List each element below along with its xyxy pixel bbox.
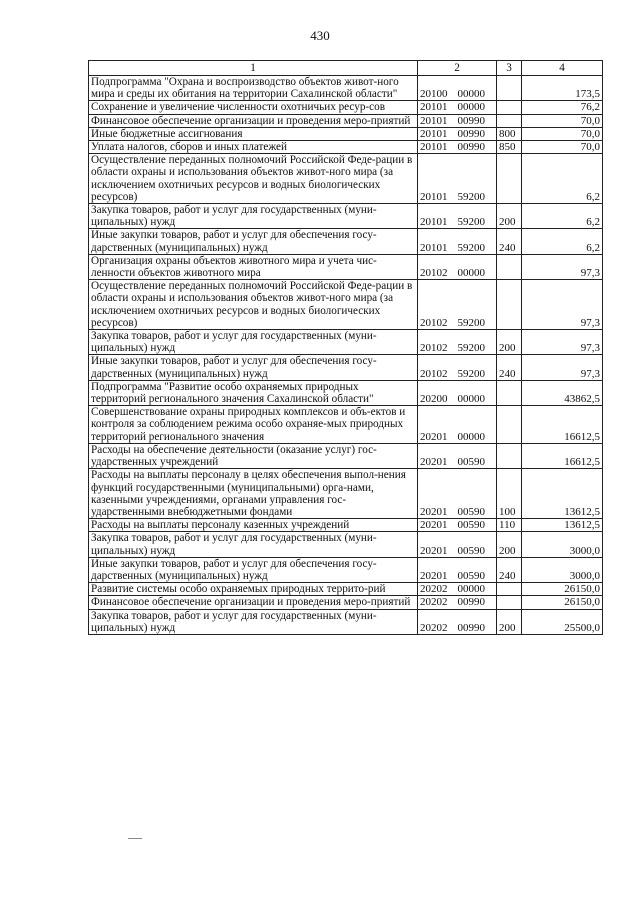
table-header-row [89, 61, 603, 76]
column-header-name: 1 [89, 61, 418, 76]
row-code [418, 443, 497, 468]
row-code-program: 20101 [420, 127, 448, 140]
row-code-direction: 59200 [457, 190, 485, 203]
row-name: Иные закупки товаров, работ и услуг для обеспечения госу-дарственных (муниципальных) нужд [89, 229, 418, 254]
row-code-program: 20101 [420, 101, 448, 114]
row-sum: 25500,0 [522, 609, 603, 634]
row-name: Расходы на обеспечение деятельности (оказание услуг) гос-ударственных учреждений [89, 443, 418, 468]
row-code-program: 20102 [420, 267, 448, 280]
row-expense-type: 240 [497, 557, 522, 582]
row-expense-type [497, 583, 522, 596]
row-expense-type [497, 406, 522, 444]
row-sum: 70,0 [522, 141, 603, 154]
row-sum: 26150,0 [522, 583, 603, 596]
row-code [418, 330, 497, 355]
row-code-direction: 00990 [457, 621, 485, 634]
table-row [89, 254, 603, 279]
row-code [418, 76, 497, 101]
row-expense-type [497, 443, 522, 468]
row-name: Организация охраны объектов животного мира и учета чис-ленности объектов животного мира [89, 254, 418, 279]
row-expense-type: 240 [497, 229, 522, 254]
table-row [89, 280, 603, 330]
row-code [418, 204, 497, 229]
row-sum: 3000,0 [522, 532, 603, 557]
row-code-program: 20101 [420, 241, 448, 254]
table-row [89, 406, 603, 444]
row-name: Развитие системы особо охраняемых природных террито-рий [89, 583, 418, 596]
row-code [418, 469, 497, 519]
row-code-program: 20202 [420, 583, 448, 596]
row-code [418, 141, 497, 154]
table-row [89, 443, 603, 468]
row-code-direction: 00000 [457, 430, 485, 443]
row-code-program: 20101 [420, 114, 448, 127]
row-code-program: 20101 [420, 216, 448, 229]
row-code-program: 20201 [420, 569, 448, 582]
row-code-program: 20200 [420, 393, 448, 406]
row-code [418, 280, 497, 330]
row-expense-type: 110 [497, 519, 522, 532]
row-code-program: 20102 [420, 342, 448, 355]
row-name: Расходы на выплаты персоналу казенных учреждений [89, 519, 418, 532]
column-header-type: 3 [497, 61, 522, 76]
table-row [89, 469, 603, 519]
table-row [89, 609, 603, 634]
budget-table [88, 60, 603, 635]
row-code [418, 596, 497, 609]
row-code-direction: 00990 [457, 596, 485, 609]
row-code [418, 557, 497, 582]
row-code-direction: 00590 [457, 505, 485, 518]
row-sum: 13612,5 [522, 469, 603, 519]
table-row [89, 229, 603, 254]
row-sum: 43862,5 [522, 380, 603, 405]
row-code-program: 20101 [420, 141, 448, 154]
row-code-direction: 00990 [457, 127, 485, 140]
row-expense-type: 800 [497, 127, 522, 140]
row-code-direction: 59200 [457, 241, 485, 254]
row-expense-type [497, 596, 522, 609]
row-code-direction: 00590 [457, 519, 485, 532]
page-number: 430 [310, 28, 330, 43]
row-name: Подпрограмма "Развитие особо охраняемых природных территорий регионального значения Сахалинской области" [89, 380, 418, 405]
table-row [89, 355, 603, 380]
row-name: Финансовое обеспечение организации и проведения меро-приятий [89, 114, 418, 127]
row-name: Закупка товаров, работ и услуг для государственных (муни-ципальных) нужд [89, 330, 418, 355]
row-sum: 6,2 [522, 154, 603, 204]
row-code-program: 20201 [420, 519, 448, 532]
row-expense-type: 200 [497, 204, 522, 229]
table-row [89, 204, 603, 229]
row-name: Закупка товаров, работ и услуг для государственных (муни-ципальных) нужд [89, 609, 418, 634]
row-sum: 70,0 [522, 127, 603, 140]
table-row [89, 127, 603, 140]
table-row [89, 596, 603, 609]
row-expense-type [497, 76, 522, 101]
row-code-direction: 59200 [457, 342, 485, 355]
row-code-program: 20201 [420, 430, 448, 443]
table-row [89, 114, 603, 127]
row-code-direction: 00990 [457, 141, 485, 154]
row-expense-type: 200 [497, 609, 522, 634]
row-code [418, 229, 497, 254]
row-name: Иные закупки товаров, работ и услуг для обеспечения госу-дарственных (муниципальных) нужд [89, 557, 418, 582]
row-expense-type: 200 [497, 532, 522, 557]
row-sum: 76,2 [522, 101, 603, 114]
table-row [89, 101, 603, 114]
row-sum: 16612,5 [522, 443, 603, 468]
row-code-direction: 00000 [457, 88, 485, 101]
row-sum: 173,5 [522, 76, 603, 101]
row-sum: 16612,5 [522, 406, 603, 444]
row-sum: 6,2 [522, 204, 603, 229]
row-code-direction: 00000 [457, 267, 485, 280]
row-code [418, 127, 497, 140]
table-row [89, 519, 603, 532]
row-code-direction: 00000 [457, 101, 485, 114]
row-sum: 97,3 [522, 280, 603, 330]
row-name: Финансовое обеспечение организации и проведения меро-приятий [89, 596, 418, 609]
row-code-direction: 00590 [457, 569, 485, 582]
row-code-direction: 00000 [457, 583, 485, 596]
row-expense-type: 200 [497, 330, 522, 355]
row-sum: 70,0 [522, 114, 603, 127]
row-name: Иные закупки товаров, работ и услуг для обеспечения госу-дарственных (муниципальных) нужд [89, 355, 418, 380]
row-code-direction: 00590 [457, 544, 485, 557]
row-name: Иные бюджетные ассигнования [89, 127, 418, 140]
row-sum: 97,3 [522, 355, 603, 380]
row-sum: 3000,0 [522, 557, 603, 582]
row-code [418, 583, 497, 596]
row-code-direction: 59200 [457, 316, 485, 329]
row-code [418, 355, 497, 380]
row-code [418, 406, 497, 444]
row-name: Закупка товаров, работ и услуг для государственных (муни-ципальных) нужд [89, 532, 418, 557]
row-name: Осуществление переданных полномочий Российской Феде-рации в области охраны и использования объектов живот-ного мира (за исключением охотничьих ресурсов и водных биологических ресурсов) [89, 154, 418, 204]
row-code-direction: 00990 [457, 114, 485, 127]
row-name: Осуществление переданных полномочий Российской Феде-рации в области охраны и использования объектов живот-ного мира (за исключением охотничьих ресурсов и водных биологических ресурсов) [89, 280, 418, 330]
row-code-program: 20201 [420, 544, 448, 557]
row-code [418, 254, 497, 279]
row-expense-type: 240 [497, 355, 522, 380]
table-row [89, 154, 603, 204]
table-row [89, 583, 603, 596]
row-sum: 6,2 [522, 229, 603, 254]
row-expense-type [497, 101, 522, 114]
row-code-program: 20102 [420, 367, 448, 380]
row-expense-type: 100 [497, 469, 522, 519]
row-name: Совершенствование охраны природных комплексов и объ-ектов и контроля за соблюдением режима особо охраняе-мых природных территорий регионального значения [89, 406, 418, 444]
row-code-direction: 00000 [457, 393, 485, 406]
row-sum: 13612,5 [522, 519, 603, 532]
row-code [418, 380, 497, 405]
row-expense-type [497, 380, 522, 405]
row-expense-type [497, 254, 522, 279]
row-name: Сохранение и увеличение численности охотничьих ресур-сов [89, 101, 418, 114]
scan-mark [128, 838, 142, 839]
row-expense-type [497, 280, 522, 330]
table-row [89, 380, 603, 405]
row-code-program: 20101 [420, 190, 448, 203]
row-code [418, 154, 497, 204]
row-code [418, 519, 497, 532]
table-row [89, 76, 603, 101]
column-header-code: 2 [418, 61, 497, 76]
table-row [89, 532, 603, 557]
row-code [418, 114, 497, 127]
table-row [89, 557, 603, 582]
row-code-program: 20100 [420, 88, 448, 101]
row-code-direction: 59200 [457, 216, 485, 229]
row-code-program: 20202 [420, 621, 448, 634]
row-code [418, 609, 497, 634]
row-code [418, 101, 497, 114]
column-header-sum: 4 [522, 61, 603, 76]
row-code-direction: 59200 [457, 367, 485, 380]
row-code-program: 20102 [420, 316, 448, 329]
row-name: Подпрограмма "Охрана и воспроизводство объектов живот-ного мира и среды их обитания на территории Сахалинской области" [89, 76, 418, 101]
table-row [89, 141, 603, 154]
table-row [89, 330, 603, 355]
row-sum: 97,3 [522, 330, 603, 355]
row-code-program: 20201 [420, 456, 448, 469]
row-code [418, 532, 497, 557]
row-name: Уплата налогов, сборов и иных платежей [89, 141, 418, 154]
row-code-program: 20202 [420, 596, 448, 609]
row-sum: 97,3 [522, 254, 603, 279]
row-expense-type [497, 154, 522, 204]
row-code-program: 20201 [420, 505, 448, 518]
row-expense-type: 850 [497, 141, 522, 154]
row-code-direction: 00590 [457, 456, 485, 469]
row-expense-type [497, 114, 522, 127]
row-name: Расходы на выплаты персоналу в целях обеспечения выпол-нения функций государственными (муниципальными) орга-нами, казенными учреждениями, органами управления гос-ударственными внебюджетными фондами [89, 469, 418, 519]
row-name: Закупка товаров, работ и услуг для государственных (муни-ципальных) нужд [89, 204, 418, 229]
table-body [89, 76, 603, 635]
row-sum: 26150,0 [522, 596, 603, 609]
